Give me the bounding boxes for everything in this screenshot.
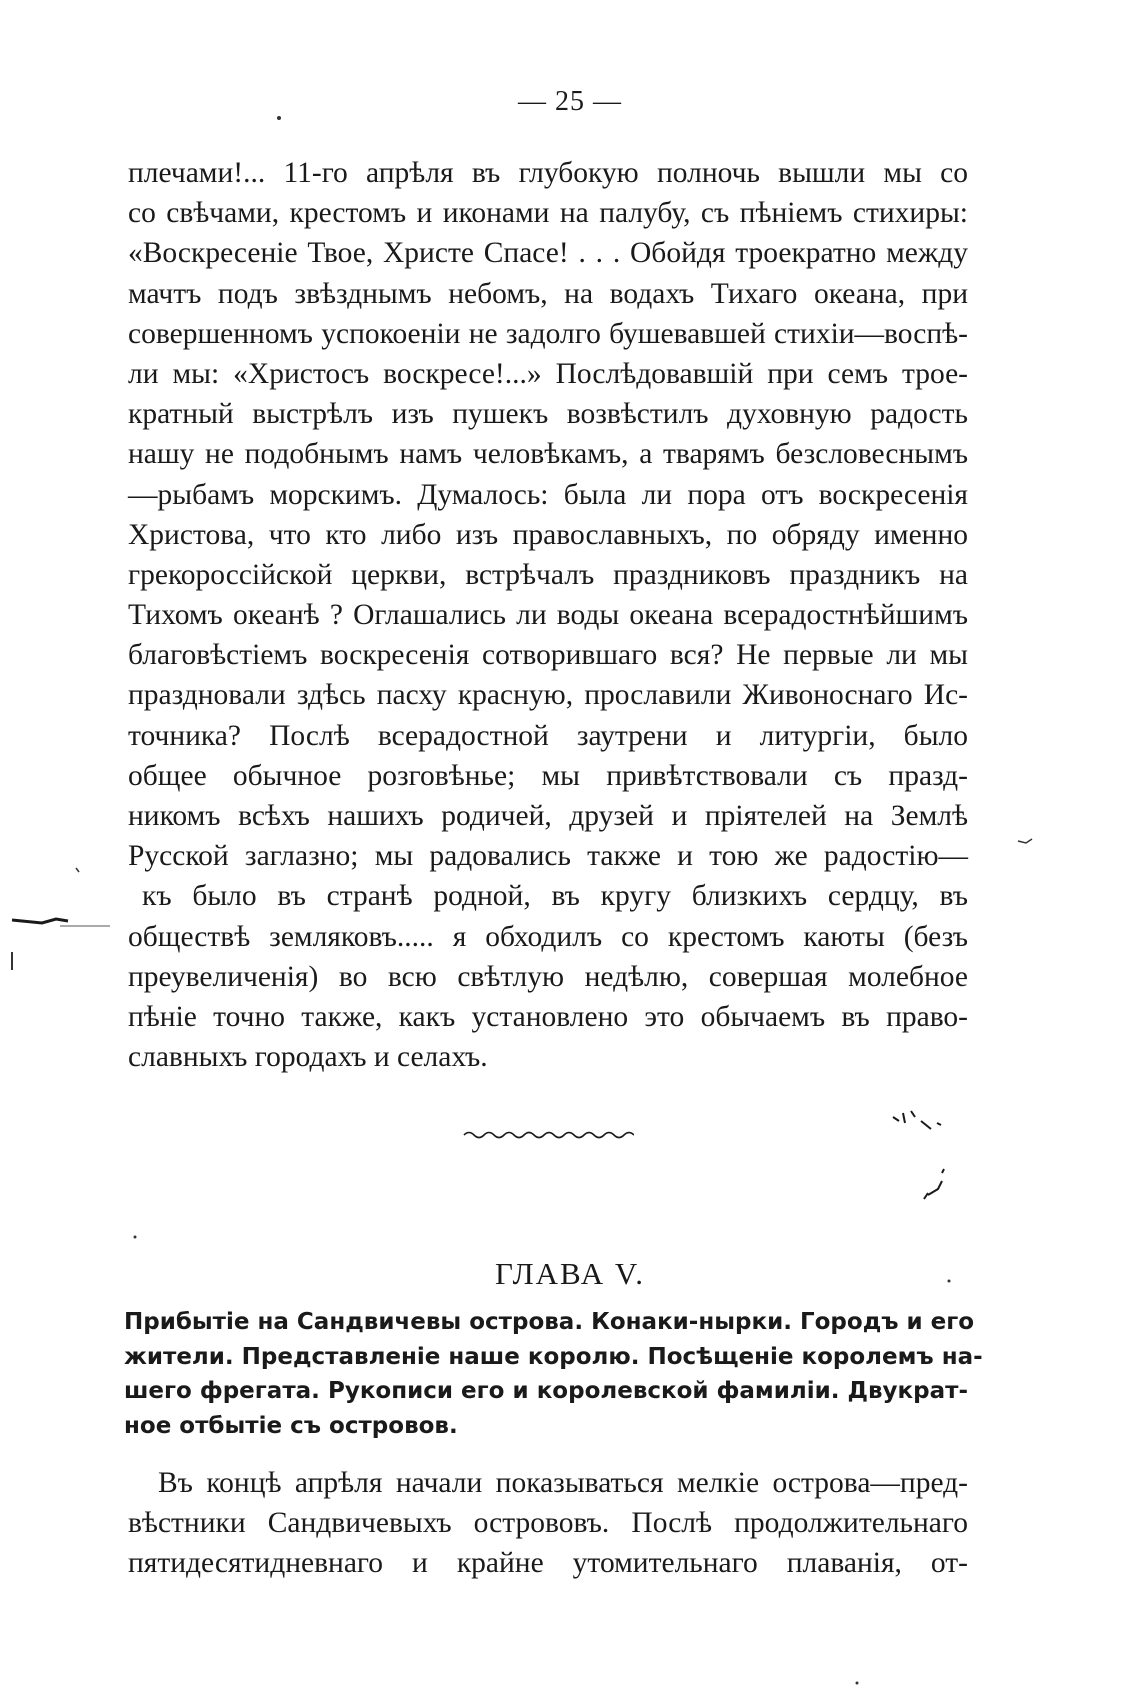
text-line: пятидесятидневнаго и крайне утомительнаго плаванія, от- (128, 1547, 968, 1580)
summary-line: шего фрегата. Рукописи его и королевской фамиліи. Двукрат- (124, 1378, 968, 1405)
text-line: Тихомъ океанѣ ? Оглашались ли воды океана всерадостнѣйшимъ (128, 599, 968, 632)
text-line: благовѣстіемъ воскресенія сотворившаго вся? Не первые ли мы (128, 639, 968, 672)
text-line: кратный выстрѣлъ изъ пушекъ возвѣстилъ духовную радость (128, 398, 968, 431)
page-number: — 25 — (518, 86, 622, 117)
text-line: пѣніе точно также, какъ установлено это обычаемъ въ право- (128, 1000, 968, 1033)
text-line: мачтъ подъ звѣзднымъ небомъ, на водахъ Тихаго океана, при (128, 277, 968, 310)
paragraph-arrival (128, 1463, 968, 1584)
text-line: общее обычное розговѣнье; мы привѣтствовали съ празд- (128, 759, 968, 792)
text-line: точника? Послѣ всерадостной заутрени и литургіи, было (128, 719, 968, 752)
text-line: къ было въ странѣ родной, въ кругу близкихъ сердцу, въ (142, 880, 968, 913)
text-line: преувеличенія) во всю свѣтлую недѣлю, совершая молебное (128, 960, 968, 993)
text-line: праздновали здѣсь пасху красную, прославили Живоноснаго Ис- (128, 679, 968, 712)
chapter-summary (124, 1305, 983, 1443)
text-line: никомъ всѣхъ нашихъ родичей, друзей и пріятелей на Землѣ (128, 800, 968, 832)
text-line: славныхъ городахъ и селахъ. (128, 1041, 488, 1074)
text-line: обществѣ земляковъ..... я обходилъ со крестомъ каюты (безъ (128, 920, 968, 953)
text-line: грекороссійской церкви, встрѣчалъ праздниковъ праздникъ на (128, 558, 968, 591)
text-line: вѣстники Сандвичевыхъ острововъ. Послѣ продолжительнаго (128, 1507, 968, 1540)
paragraph-easter-at-sea (128, 153, 968, 1077)
summary-line: ное отбытіе съ островов. (124, 1412, 458, 1439)
text-line: нашу не подобнымъ намъ человѣкамъ, а тварямъ безсловеснымъ (128, 438, 968, 471)
chapter-heading: ГЛАВА V. (494, 1256, 645, 1291)
text-line: Русской заглазно; мы радовались также и тою же радостію— (128, 840, 968, 873)
text-line: Въ концѣ апрѣля начали показываться мелкіе острова—пред- (158, 1467, 968, 1499)
wavy-divider-ornament (462, 1128, 634, 1142)
summary-line: Прибытіе на Сандвичевы острова. Конаки-нырки. Городъ и его (124, 1309, 975, 1335)
text-line: —рыбамъ морскимъ. Думалось: была ли пора отъ воскресенія (128, 478, 968, 511)
text-line: совершенномъ успокоеніи не задолго бушевавшей стихіи—воспѣ- (128, 317, 968, 350)
text-line: ли мы: «Христосъ воскресе!...» Послѣдовавшій при семъ трое- (128, 357, 968, 390)
text-line: плечами!... 11-го апрѣля въ глубокую полночь вышли мы со (128, 157, 968, 189)
summary-line: жители. Представленіе наше королю. Посѣщеніе королемъ на- (124, 1343, 983, 1370)
text-line: со свѣчами, крестомъ и иконами на палубу, съ пѣніемъ стихиры: (128, 197, 968, 230)
text-line: «Воскресеніе Твое, Христе Спасе! . . . Обойдя троекратно между (128, 237, 968, 270)
text-line: Христова, что кто либо изъ православныхъ, по обряду именно (128, 518, 968, 551)
